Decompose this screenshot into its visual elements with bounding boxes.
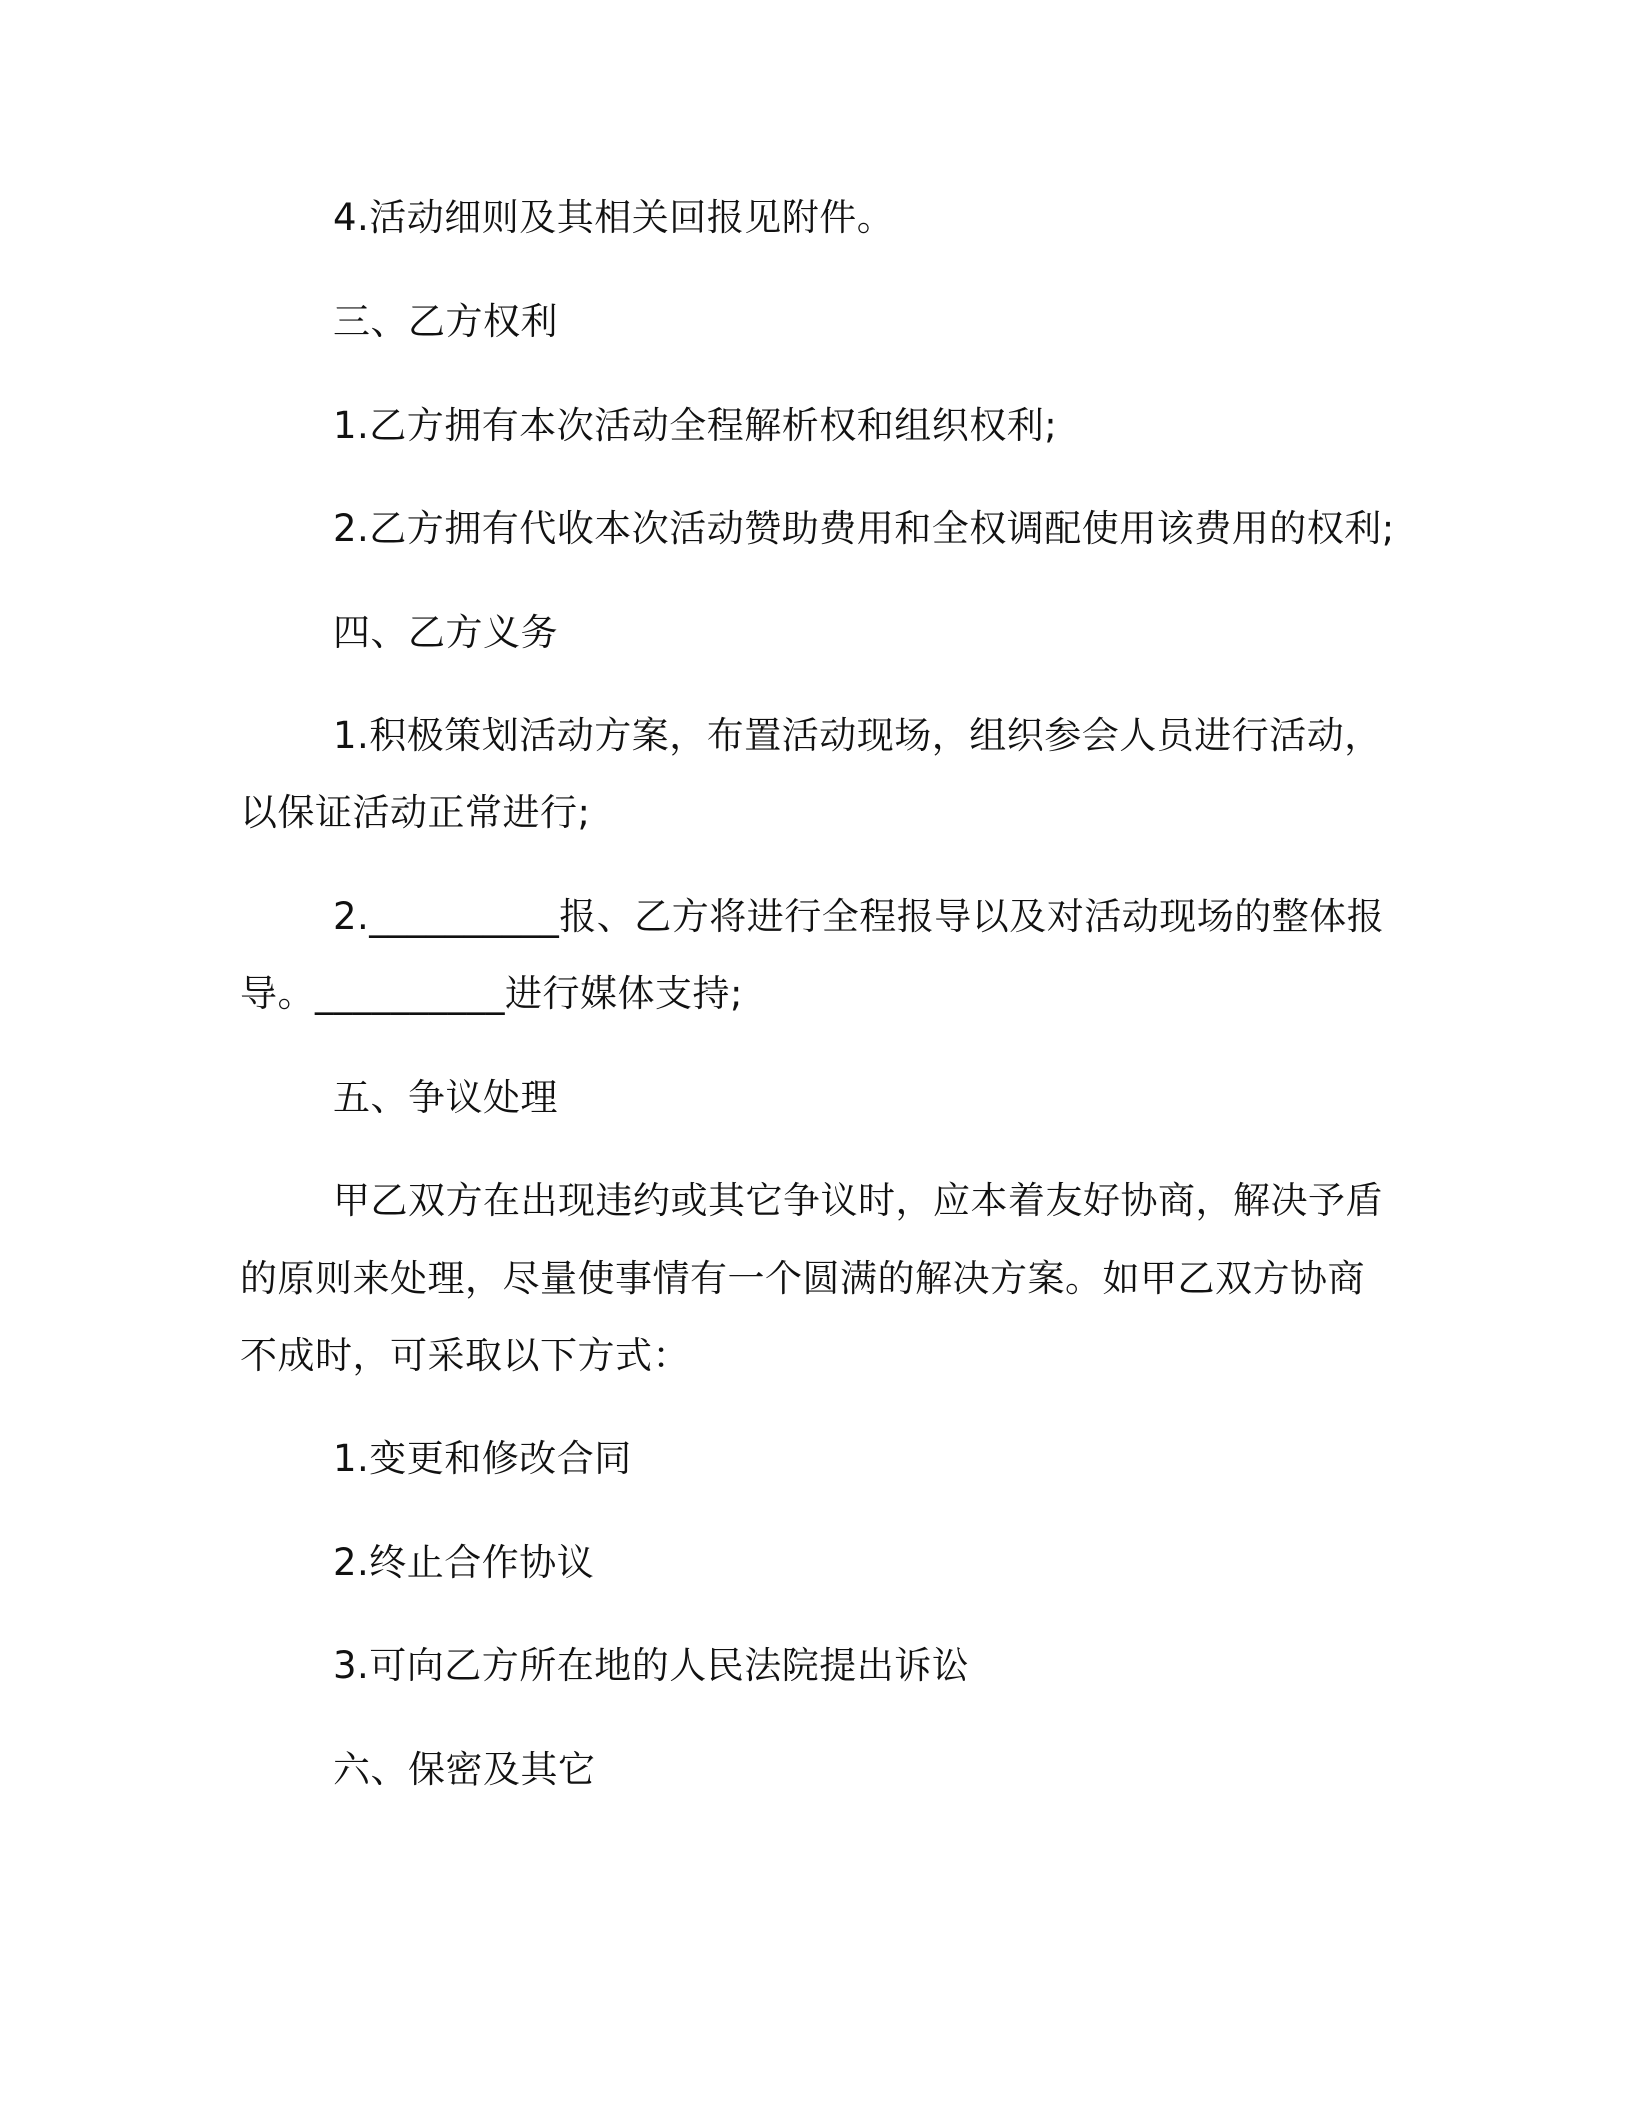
party-b-right-1: 1.乙方拥有本次活动全程解析权和组织权利; — [333, 404, 1058, 447]
dispute-option-1: 1.变更和修改合同 — [333, 1437, 632, 1480]
section-5-heading: 五、争议处理 — [333, 1076, 558, 1119]
party-b-right-2: 2.乙方拥有代收本次活动赞助费用和全权调配使用该费用的权利; — [333, 507, 1395, 550]
dispute-option-3: 3.可向乙方所在地的人民法院提出诉讼 — [333, 1644, 970, 1687]
section-3-heading: 三、乙方权利 — [333, 300, 558, 343]
party-b-duty-2-line-2: 导。__________进行媒体支持; — [240, 972, 743, 1015]
section-4-heading: 四、乙方义务 — [333, 611, 558, 654]
dispute-paragraph-line-1: 甲乙双方在出现违约或其它争议时，应本着友好协商，解决予盾 — [333, 1179, 1383, 1222]
dispute-option-2: 2.终止合作协议 — [333, 1541, 595, 1584]
dispute-paragraph-line-3: 不成时，可采取以下方式： — [240, 1334, 690, 1377]
section-6-heading: 六、保密及其它 — [333, 1748, 596, 1791]
party-b-duty-2-line-1: 2.__________报、乙方将进行全程报导以及对活动现场的整体报 — [333, 895, 1385, 938]
clause-4-attachment: 4.活动细则及其相关回报见附件。 — [333, 196, 895, 239]
party-b-duty-1-line-1: 1.积极策划活动方案，布置活动现场，组织参会人员进行活动， — [333, 714, 1382, 757]
dispute-paragraph-line-2: 的原则来处理，尽量使事情有一个圆满的解决方案。如甲乙双方协商 — [240, 1257, 1365, 1300]
party-b-duty-1-line-2: 以保证活动正常进行; — [240, 791, 591, 834]
